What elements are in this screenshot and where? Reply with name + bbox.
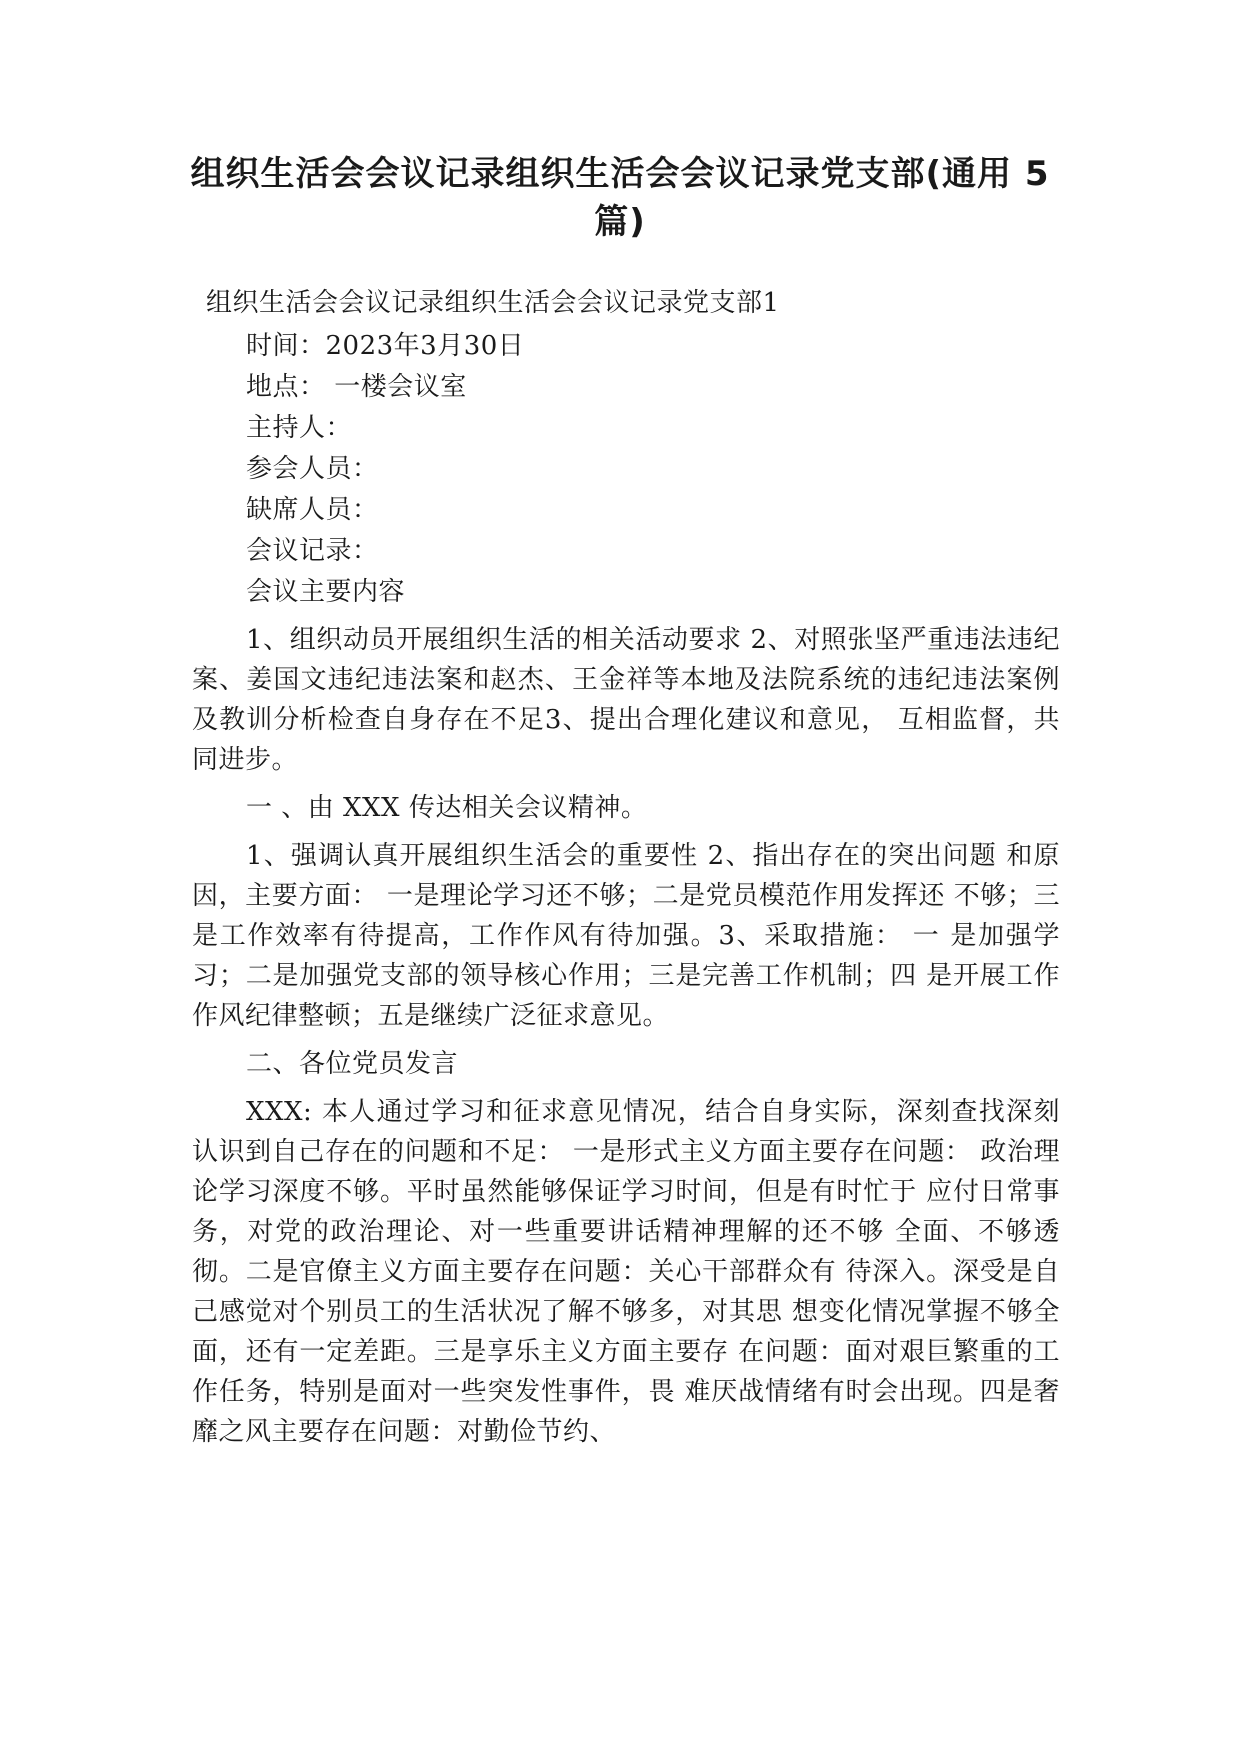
meeting-time: 时间：2023年3月30日 (246, 331, 525, 361)
section-subtitle: 组织生活会会议记录组织生活会会议记录党支部1 (206, 288, 780, 318)
meeting-main-content-heading: 会议主要内容 (246, 577, 406, 607)
document-body (192, 283, 1060, 1452)
paragraph-spirit: 1、强调认真开展组织生活会的重要性 2、指出存在的突出问题 和原因，主要方面： 一是理论学习还不够；二是党员模范作用发挥还 不够；三是工作效率有待提高，工作作风有待加强。3、采取措施： 一 是加强学习；二是加强党支部的领导核心作用；三是完善工作机制；四 是开展工作作风纪律整顿；五是继续广泛征求意见。 (192, 841, 1060, 1031)
paragraph-speech: XXX: 本人通过学习和征求意见情况，结合自身实际，深刻查找深刻认识到自己存在的问题和不足： 一是形式主义方面主要存在问题： 政治理论学习深度不够。平时虽然能够保证学习时间，但是有时忙于 应付日常事务，对党的政治理论、对一些重要讲话精神理解的还不够 全面、不够透彻。二是官僚主义方面主要存在问题：关心干部群众有 待深入。深受是自己感觉对个别员工的生活状况了解不够多，对其思 想变化情况掌握不够全面，还有一定差距。三是享乐主义方面主要存 在问题：面对艰巨繁重的工作任务，特别是面对一些突发性事件，畏 难厌战情绪有时会出现。四是奢靡之风主要存在问题：对勤俭节约、 (192, 1097, 1060, 1447)
meeting-host: 主持人： (246, 413, 353, 443)
document-title: 组织生活会会议记录组织生活会会议记录党支部(通用 5篇) (190, 154, 1050, 242)
meeting-place: 地点： 一楼会议室 (246, 372, 467, 402)
section-heading-1: 一 、由 XXX 传达相关会议精神。 (246, 793, 648, 823)
meeting-recorder: 会议记录： (246, 536, 379, 566)
meeting-absentees: 缺席人员： (246, 495, 379, 525)
paragraph-agenda: 1、组织动员开展组织生活的相关活动要求 2、对照张坚严重违法违纪案、姜国文违纪违法案和赵杰、王金祥等本地及法院系统的违纪违法案例及教训分析检查自身存在不足3、提出合理化建议和意见， 互相监督，共同进步。 (192, 625, 1060, 775)
section-heading-2: 二、各位党员发言 (246, 1049, 459, 1079)
meeting-attendees: 参会人员： (246, 454, 379, 484)
